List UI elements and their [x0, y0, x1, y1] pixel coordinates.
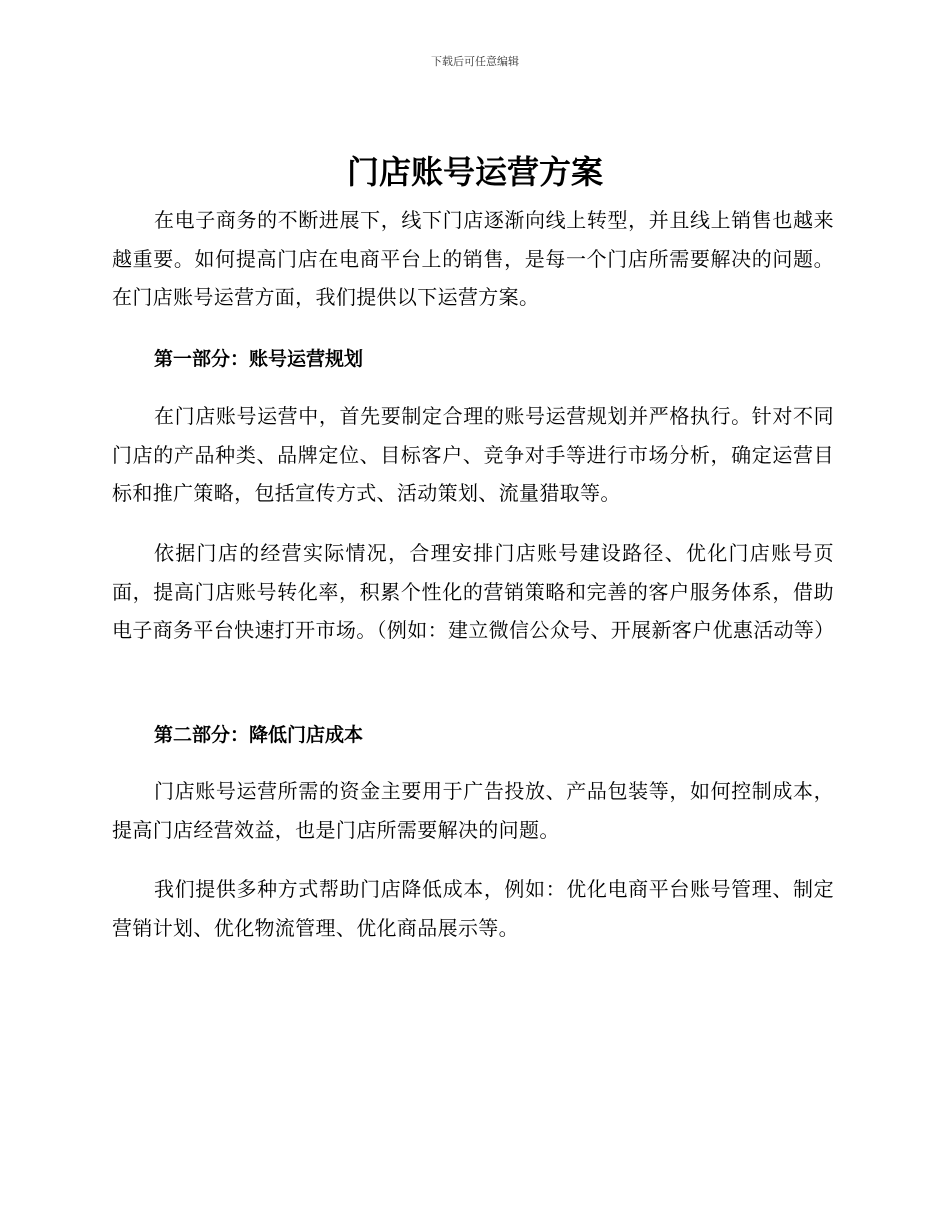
page-header-note: 下载后可任意编辑	[431, 55, 519, 68]
section-heading-reduce-cost: 第二部分：降低门店成本	[154, 724, 364, 746]
section-1-paragraph-1: 在门店账号运营中，首先要制定合理的账号运营规划并严格执行。针对不同门店的产品种类、品牌定位、目标客户、竞争对手等进行市场分析，确定运营目标和推广策略，包括宣传方式、活动策划、流量猎取等。	[112, 404, 834, 505]
intro-paragraph: 在电子商务的不断进展下，线下门店逐渐向线上转型，并且线上销售也越来越重要。如何提高门店在电商平台上的销售，是每一个门店所需要解决的问题。在门店账号运营方面，我们提供以下运营方案。	[112, 208, 834, 309]
section-2-paragraph-2: 我们提供多种方式帮助门店降低成本，例如：优化电商平台账号管理、制定营销计划、优化物流管理、优化商品展示等。	[112, 877, 834, 940]
section-1-paragraph-2: 依据门店的经营实际情况，合理安排门店账号建设路径、优化门店账号页面，提高门店账号转化率，积累个性化的营销策略和完善的客户服务体系，借助电子商务平台快速打开市场。（例如：建立微信公众号、开展新客户优惠活动等）	[112, 541, 835, 642]
section-2-paragraph-1: 门店账号运营所需的资金主要用于广告投放、产品包装等，如何控制成本，提高门店经营效益，也是门店所需要解决的问题。	[112, 779, 834, 842]
section-heading-account-planning: 第一部分：账号运营规划	[154, 348, 364, 370]
document-title: 门店账号运营方案	[346, 153, 603, 191]
